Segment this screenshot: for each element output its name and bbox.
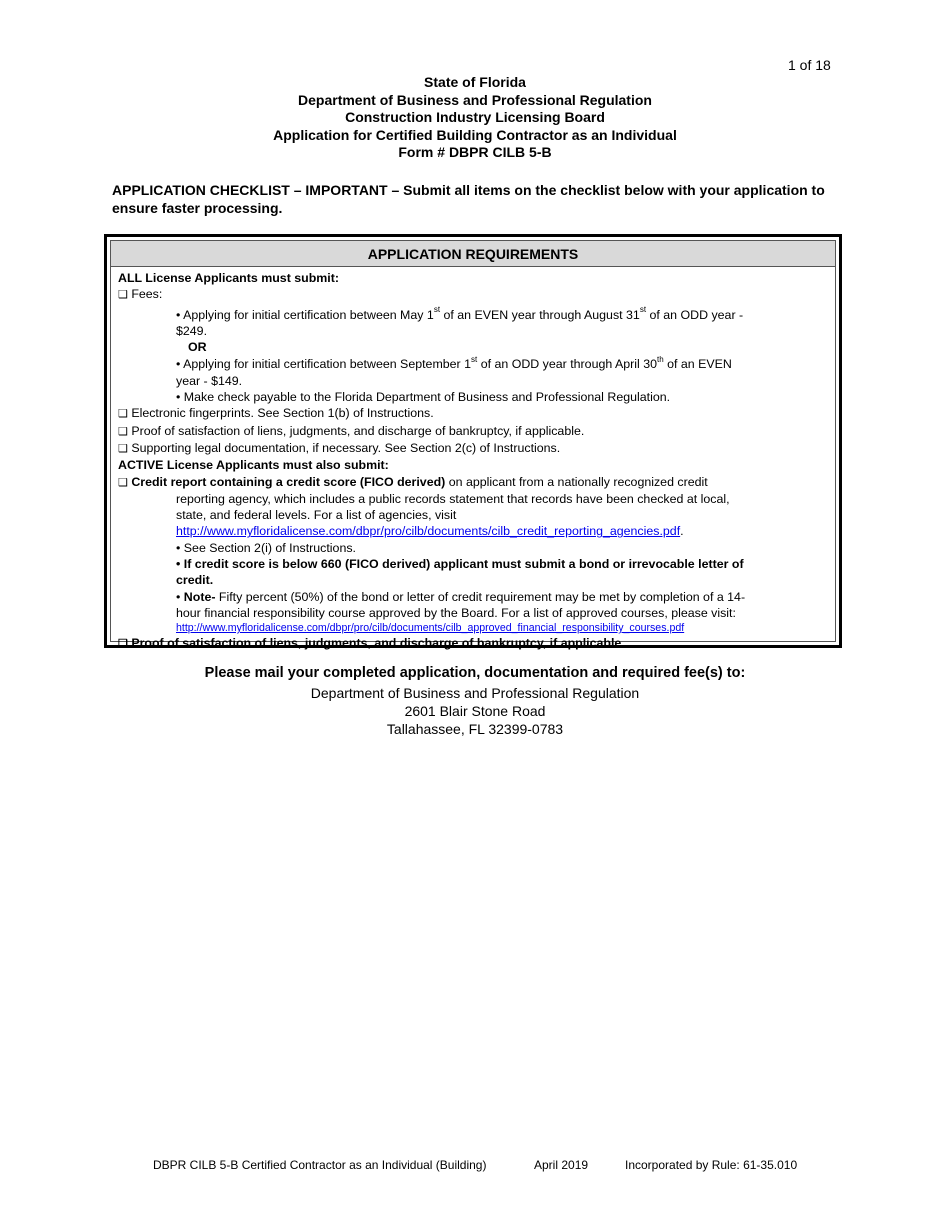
mail-department: Department of Business and Professional Regulation [310, 685, 640, 701]
fee1-text-a: Applying for initial certification between May 1 [183, 307, 434, 322]
approved-courses-link[interactable]: http://www.myfloridalicense.com/dbpr/pro/cilb/documents/cilb_approved_financial_responsibility_courses.pdf [176, 622, 685, 635]
header-board: Construction Industry Licensing Board [345, 109, 605, 125]
footer-rule: Incorporated by Rule: 61-35.010 [625, 1158, 798, 1172]
fees-item [118, 286, 835, 303]
credit-report-bold: Credit report containing a credit score (FICO derived) [131, 474, 446, 489]
fee1-sup1: st [433, 305, 441, 315]
see-section-text: See Section 2(i) of Instructions. [183, 540, 356, 555]
note-label: Note- [183, 589, 216, 604]
bullet-icon: • [176, 589, 181, 604]
note-line-2: hour financial responsibility course approved by the Board. For a list of approved courses, please visit: [176, 605, 736, 620]
credit-score-item [118, 556, 835, 572]
credit-score-text: If credit score is below 660 (FICO derived) applicant must submit a bond or irrevocable letter of [183, 557, 744, 572]
requirements-title: APPLICATION REQUIREMENTS [111, 241, 835, 267]
form-header [0, 74, 950, 162]
footer-date: April 2019 [534, 1158, 589, 1172]
mailing-instructions [0, 664, 950, 738]
fee-option-2 [118, 356, 835, 372]
bullet-icon: • [176, 540, 181, 555]
header-department: Department of Business and Professional Regulation [298, 91, 652, 108]
credit-agencies-link[interactable]: http://www.myfloridalicense.com/dbpr/pro/cilb/documents/cilb_credit_reporting_agencies.pdf [176, 524, 681, 539]
checkbox-icon: ❑ [118, 476, 128, 489]
fee1-sup2: st [639, 305, 647, 315]
fingerprints-item [118, 405, 835, 422]
active-applicants-heading: ACTIVE License Applicants must also submit: [118, 458, 389, 473]
liens-text: Proof of satisfaction of liens, judgments, and discharge of bankruptcy, if applicable. [131, 423, 585, 438]
bullet-icon: • [176, 557, 181, 572]
fee2-text-b: of an ODD year through April 30 [477, 357, 658, 372]
checkbox-icon: ❑ [118, 425, 128, 438]
header-application-title: Application for Certified Building Contractor as an Individual [273, 126, 677, 143]
proof-of-satisfaction-text: Proof of satisfaction of liens, judgments, and discharge of bankruptcy, if applicable. [131, 636, 625, 651]
mail-heading: Please mail your completed application, documentation and required fee(s) to: [204, 665, 746, 681]
see-section-item [118, 540, 835, 556]
check-payable [118, 389, 835, 405]
fee2-text-c: of an EVEN [663, 357, 732, 372]
requirements-list [111, 267, 835, 653]
fee-option-2-amount: year - $149. [176, 373, 243, 388]
header-state: State of Florida [424, 74, 526, 90]
header-form-number: Form # DBPR CILB 5-B [398, 144, 552, 160]
legal-documentation-item [118, 440, 835, 457]
note-item [118, 589, 835, 605]
bullet-icon: • [176, 390, 181, 405]
credit-agencies-link-row [118, 523, 835, 539]
checkbox-icon: ❑ [118, 442, 128, 455]
bullet-icon: • [176, 307, 181, 322]
checkbox-icon: ❑ [118, 638, 128, 651]
check-payable-text: Make check payable to the Florida Department of Business and Professional Regulation. [183, 390, 671, 405]
or-separator: OR [188, 340, 207, 355]
fees-label: Fees: [131, 287, 163, 302]
fee-option-1-amount: $249. [176, 323, 208, 338]
fee2-sup2: th [657, 355, 664, 365]
credit-report-line-2: reporting agency, which includes a public records statement that records have been checked at local, [176, 491, 730, 506]
page-number: 1 of 18 [788, 57, 831, 73]
fee1-text-b: of an EVEN year through August 31 [440, 307, 640, 322]
checkbox-icon: ❑ [118, 289, 128, 302]
approved-courses-link-row [118, 621, 835, 635]
mail-city: Tallahassee, FL 32399-0783 [386, 721, 564, 737]
requirements-box [104, 234, 842, 651]
credit-report-item [118, 474, 835, 491]
all-applicants-heading: ALL License Applicants must submit: [118, 271, 339, 285]
legal-documentation-text: Supporting legal documentation, if necessary. See Section 2(c) of Instructions. [131, 440, 561, 455]
checklist-instruction: APPLICATION CHECKLIST – IMPORTANT – Submit all items on the checklist below with your application to ensure faster processing. [112, 182, 825, 216]
fee-option-1 [118, 307, 835, 323]
bullet-icon: • [176, 357, 181, 372]
fingerprints-text: Electronic fingerprints. See Section 1(b) of Instructions. [131, 406, 434, 421]
checkbox-icon: ❑ [118, 408, 128, 421]
credit-report-text: on applicant from a nationally recognized credit [445, 474, 708, 489]
credit-link-period: . [680, 524, 684, 539]
footer-form-name: DBPR CILB 5-B Certified Contractor as an Individual (Building) [153, 1158, 487, 1172]
credit-report-line-3: state, and federal levels. For a list of agencies, visit [176, 508, 457, 523]
fee2-sup1: st [471, 355, 478, 365]
fee1-text-c: of an ODD year - [646, 307, 744, 322]
requirements-box-inner [110, 240, 836, 651]
liens-item [118, 423, 835, 440]
credit-score-line-2: credit. [176, 573, 214, 588]
mail-street: 2601 Blair Stone Road [404, 703, 546, 719]
proof-of-satisfaction-item [118, 635, 835, 652]
fee2-text-a: Applying for initial certification between September 1 [183, 357, 472, 372]
note-text: Fifty percent (50%) of the bond or letter of credit requirement may be met by completion of a 14- [215, 589, 746, 604]
